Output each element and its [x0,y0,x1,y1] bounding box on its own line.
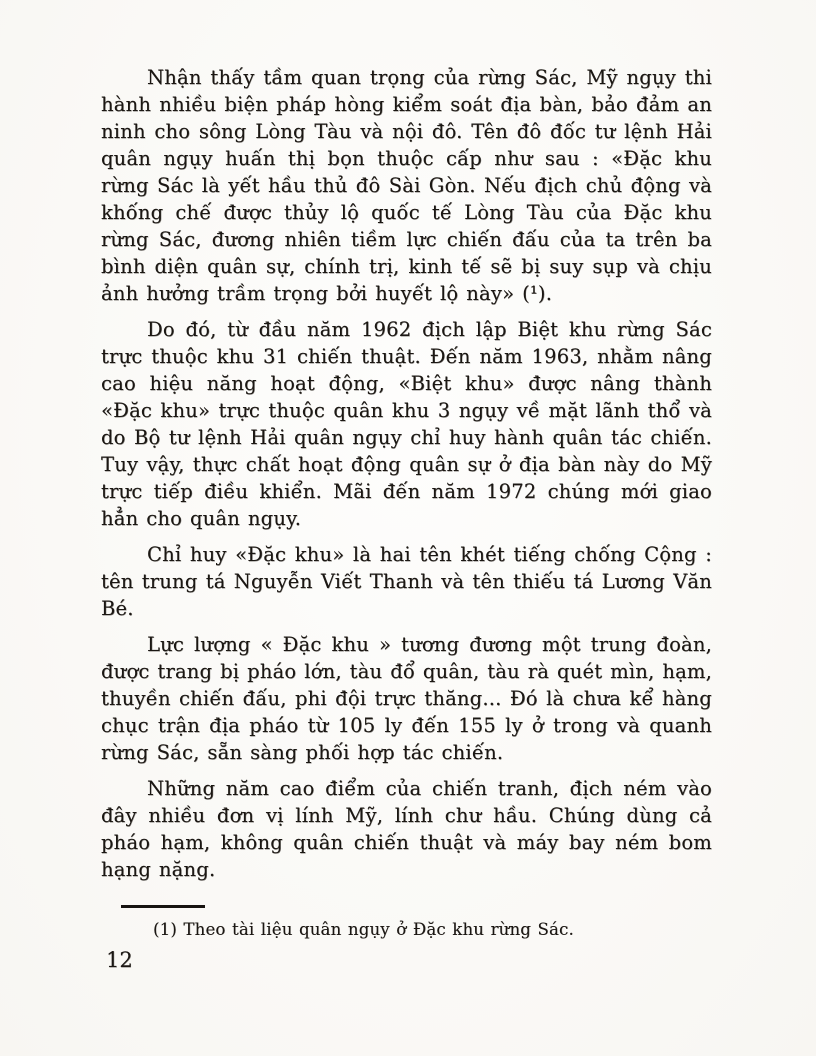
footnote-divider-rule [121,905,205,908]
body-paragraph: Do đó, từ đầu năm 1962 địch lập Biệt khu rừng Sác trực thuộc khu 31 chiến thuật. Đến năm 1963, nhằm nâng cao hiệu năng hoạt động, «Biệt khu» được nâng thành «Đặc khu» trực thuộc quân khu 3 ngụy về mặt lãnh thổ và do Bộ tư lệnh Hải quân ngụy chỉ huy hành quân tác chiến. Tuy vậy, thực chất hoạt động quân sự ở địa bàn này do Mỹ trực tiếp điều khiển. Mãi đến năm 1972 chúng mới giao hẳn cho quân ngụy. [101,318,712,530]
footnote-text: (1) Theo tài liệu quân ngụy ở Đặc khu rừng Sác. [153,920,574,939]
body-text-block [101,64,712,892]
body-paragraph: Lực lượng « Đặc khu » tương đương một trung đoàn, được trang bị pháo lớn, tàu đổ quân, tàu rà quét mìn, hạm, thuyền chiến đấu, phi đội trực thăng... Đó là chưa kể hàng chục trận địa pháo từ 105 ly đến 155 ly ở trong và quanh rừng Sác, sẵn sàng phối hợp tác chiến. [101,633,712,764]
body-paragraph: Những năm cao điểm của chiến tranh, địch ném vào đây nhiều đơn vị lính Mỹ, lính chư hầu. Chúng dùng cả pháo hạm, không quân chiến thuật và máy bay ném bom hạng nặng. [101,777,712,881]
body-paragraph: Chỉ huy «Đặc khu» là hai tên khét tiếng chống Cộng : tên trung tá Nguyễn Viết Thanh và tên thiếu tá Lương Văn Bé. [101,543,712,620]
page-number: 12 [106,948,133,972]
body-paragraph: Nhận thấy tầm quan trọng của rừng Sác, Mỹ ngụy thi hành nhiều biện pháp hòng kiểm soát địa bàn, bảo đảm an ninh cho sông Lòng Tàu và nội đô. Tên đô đốc tư lệnh Hải quân ngụy huấn thị bọn thuộc cấp như sau : «Đặc khu rừng Sác là yết hầu thủ đô Sài Gòn. Nếu địch chủ động và khống chế được thủy lộ quốc tế Lòng Tàu của Đặc khu rừng Sác, đương nhiên tiềm lực chiến đấu của ta trên ba bình diện quân sự, chính trị, kinh tế sẽ bị suy sụp và chịu ảnh hưởng trầm trọng bởi huyết lộ này» (¹). [101,66,712,305]
